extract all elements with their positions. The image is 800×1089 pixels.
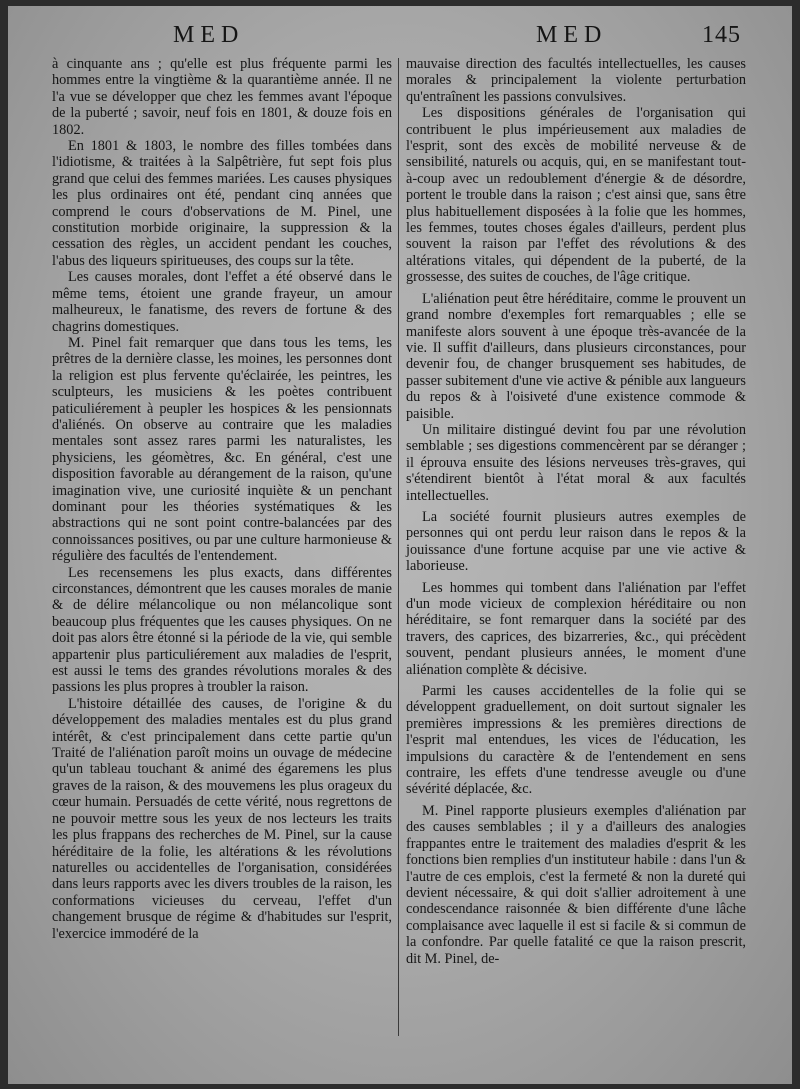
right-column xyxy=(406,56,746,967)
paragraph: mauvaise direction des facultés intellectuelles, les causes morales & principalement la violente perturbation qu'entraînent les passions convulsives. xyxy=(406,56,746,105)
paragraph: Les recensemens les plus exacts, dans différentes circonstances, démontrent que les causes morales de manie & de délire mélancolique ou non mélancolique sont beaucoup plus fréquentes que les causes physiques. On ne doit pas alors être étonné si la période de la vie, qui semble appartenir plus particuliérement aux maladies de l'esprit, est aussi le tems des grandes révolutions morales & des passions les plus propres à troubler la raison. xyxy=(52,564,392,696)
header-left-word: MED xyxy=(173,22,245,48)
left-column xyxy=(52,56,392,942)
paragraph: M. Pinel rapporte plusieurs exemples d'aliénation par des causes semblables ; il y a d'ailleurs des analogies frappantes entre le traitement des maladies d'esprit & les fonctions bien remplies d'un instituteur habile : dans l'un & l'autre de ces emplois, c'est la fermeté & non la dureté qui devient nécessaire, & qui doit s'allier adroitement à une condescendance raisonnée & bien différente d'une lâche complaisance avec laquelle il est si facile & si commun de la confondre. Par quelle fatalité ce que la raison prescrit, dit M. Pinel, de- xyxy=(406,802,746,967)
column-divider xyxy=(398,58,399,1036)
paragraph: La société fournit plusieurs autres exemples de personnes qui ont perdu leur raison dans le repos & la jouissance d'une fortune acquise par une vie active & laborieuse. xyxy=(406,508,746,575)
paragraph: L'histoire détaillée des causes, de l'origine & du développement des maladies mentales est du plus grand intérêt, & c'est principalement dans cette partie qu'un Traité de l'aliénation paroît moins un ouvage de médecine qu'un tableau touchant & animé des égaremens les plus graves de la raison, & des mouvemens les plus orageux du cœur humain. Persuadés de cette vérité, nous regrettons de ne pouvoir mettre sous les yeux de nos lecteurs les traits les plus frappans des recherches de M. Pinel, sur la cause héréditaire de la folie, les altérations & les révolutions naturelles ou accidentelles de l'organisation, considérées dans leurs rapports avec les divers troubles de la raison, les conformations vicieuses du cerveau, l'effet d'un changement brusque de régime & d'habitudes sur l'esprit, l'exercice immodéré de la xyxy=(52,695,392,942)
paragraph: Les causes morales, dont l'effet a été observé dans le même tems, étoient une grande frayeur, un amour malheureux, le fanatisme, des revers de fortune & des chagrins domestiques. xyxy=(52,269,392,335)
paragraph: à cinquante ans ; qu'elle est plus fréquente parmi les hommes entre la vingtième & la quarantième année. Il ne l'a vue se développer que chez les femmes avant l'époque de la puberté ; savoir, neuf fois en 1801, & douze fois en 1802. xyxy=(52,56,392,138)
running-head xyxy=(8,22,792,52)
paragraph: Les dispositions générales de l'organisation qui contribuent le plus impérieusement aux maladies de l'esprit, sont des excès de mobilité nerveuse & de sensibilité, naturels ou acquis, qui, en se manifestant tout-à-coup avec un redoublement d'énergie & de désordre, portent le trouble dans la raison ; c'est ainsi que, sans être plus habituellement disposées à la folie que les hommes, les femmes, toutes choses égales d'ailleurs, perdent plus souvent la raison par l'effet des révolutions & des altérations vitales, qui dépendent de la puberté, de la grossesse, des suites de couches, de l'âge critique. xyxy=(406,105,746,286)
page xyxy=(8,6,792,1084)
paragraph: Un militaire distingué devint fou par une révolution semblable ; ses digestions commencèrent par se déranger ; il éprouva ensuite des lésions nerveuses très-graves, qui s'étendirent bientôt à l'état moral & aux facultés intellectuelles. xyxy=(406,421,746,504)
page-number: 145 xyxy=(702,22,741,48)
paragraph: M. Pinel fait remarquer que dans tous les tems, les prêtres de la dernière classe, les moines, les personnes dont la religion est plus fervente qu'éclairée, les peintres, les sculpteurs, les musiciens & les poètes contribuent paticuliérement à peupler les hospices & les pensionnats d'aliénés. On observe au contraire que les maladies mentales sont assez rares parmi les naturalistes, les physiciens, les géomètres, &c. En général, c'est une disposition favorable au dérangement de la raison, qu'une imagination vive, une curiosité inquiète & un penchant dominant pour les théories systématiques & les abstractions qui ne sont point contre-balancées par des connoissances positives, ou par une culture harmonieuse & régulière des facultés de l'entendement. xyxy=(52,334,392,565)
paragraph: Les hommes qui tombent dans l'aliénation par l'effet d'un mode vicieux de complexion héréditaire ou non héréditaire, se font remarquer dans la société par des travers, des caprices, des bizarreries, &c., qui précèdent souvent, pendant plusieurs années, le moment d'une aliénation complète & décisive. xyxy=(406,579,746,678)
header-right-word: MED xyxy=(536,22,608,48)
paragraph: En 1801 & 1803, le nombre des filles tombées dans l'idiotisme, & traitées à la Salpêtrière, fut sept fois plus grand que celui des femmes mariées. Les causes physiques les plus ordinaires ont été, pendant cinq années que comprend le cours d'observations de M. Pinel, une constitution morbide originaire, la suppression & la cessation des règles, un accident pendant les couches, l'abus des liqueurs spiritueuses, des coups sur la tête. xyxy=(52,138,392,269)
paragraph: L'aliénation peut être héréditaire, comme le prouvent un grand nombre d'exemples fort remarquables ; elle se manifeste alors souvent à une époque très-avancée de la vie. Il suffit d'ailleurs, dans plusieurs circonstances, pour devenir fou, de changer brusquement ses habitudes, de passer subitement d'une vie active & pénible aux langueurs du repos & à l'oisiveté d'une existence commode & paisible. xyxy=(406,290,746,422)
paragraph: Parmi les causes accidentelles de la folie qui se développent graduellement, on doit surtout signaler les premières impressions & les premières directions de l'esprit mal entendues, les vices de l'éducation, les impulsions du caractère & de l'entendement en sens contraire, les effets d'une tendresse aveugle ou d'une sévérité déplacée, &c. xyxy=(406,683,746,798)
